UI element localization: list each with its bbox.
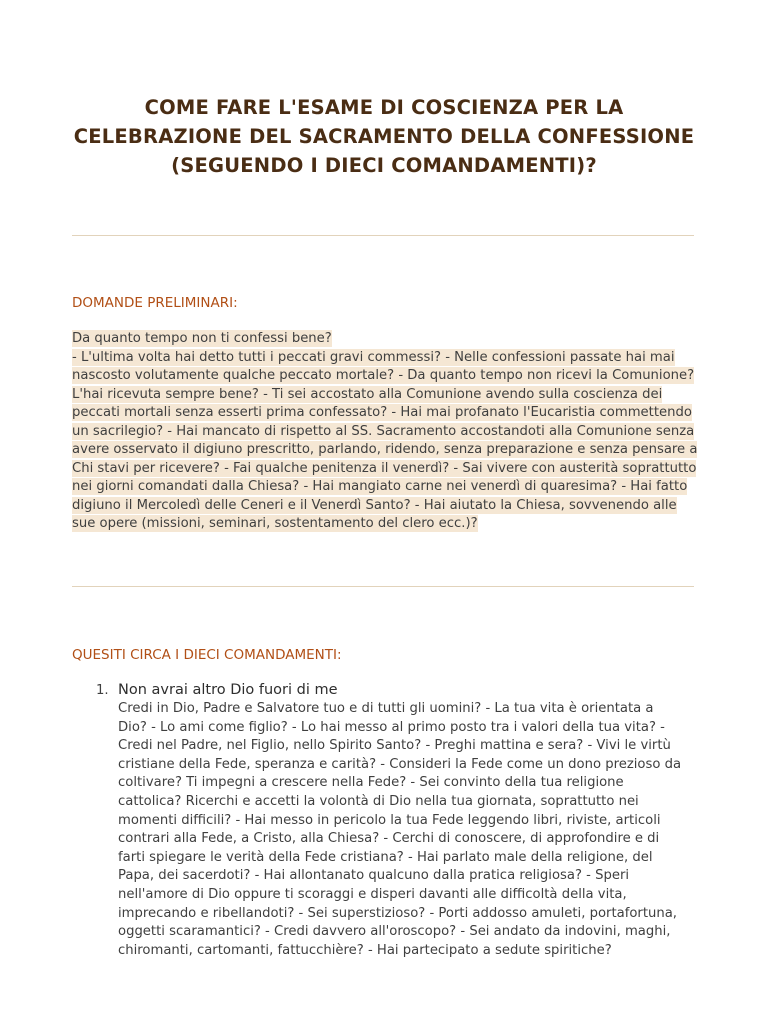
- page-title: COME FARE L'ESAME DI COSCIENZA PER LA CELEBRAZIONE DEL SACRAMENTO DELLA CONFESSIONE (SEGUENDO I DIECI COMANDAMENTI)?: [73, 96, 695, 177]
- divider: [72, 235, 694, 236]
- list-item-number: 1.: [96, 683, 109, 698]
- commandments-list: [72, 681, 706, 960]
- commandment-title: Non avrai altro Dio fuori di me: [118, 682, 338, 698]
- preliminary-questions: [72, 330, 702, 534]
- section-heading-preliminary: DOMANDE PRELIMINARI:: [72, 295, 238, 311]
- preliminary-questions-text: Da quanto tempo non ti confessi bene? - L'ultima volta hai detto tutti i peccati gravi commessi? - Nelle confessioni passate hai mai nascosto volutamente qualche peccato mortale? - Da quanto tempo non ricevi la Comunione? L'hai ricevuta sempre bene? - Ti sei accostato alla Comunione avendo sulla coscienza dei peccati mortali senza esserti prima confessato? - Hai mai profanato l'Eucaristia commettendo un sacrilegio? - Hai mancato di rispetto al SS. Sacramento accostandoti alla Comunione senza avere osservato il digiuno prescritto, parlando, ridendo, senza preparazione e senza pensare a Chi stavi per ricevere? - Fai qualche penitenza il venerdì? - Sai vivere con austerità soprattutto nei giorni comandati dalla Chiesa? - Hai mangiato carne nei venerdì di quaresima? - Hai fatto digiuno il Mercoledì delle Ceneri e il Venerdì Santo? - Hai aiutato la Chiesa, sovvenendo alle sue opere (missioni, seminari, sostentamento del clero ecc.)?: [72, 331, 698, 531]
- list-item: [72, 681, 706, 960]
- section-heading-commandments: QUESITI CIRCA I DIECI COMANDAMENTI:: [72, 647, 342, 663]
- divider: [72, 586, 694, 587]
- commandment-questions: Credi in Dio, Padre e Salvatore tuo e di tutti gli uomini? - La tua vita è orientata a Dio? - Lo ami come figlio? - Lo hai messo al primo posto tra i valori della tua vita? - Credi nel Padre, nel Figlio, nello Spirito Santo? - Preghi mattina e sera? - Vivi le virtù cristiane della Fede, speranza e carità? - Consideri la Fede come un dono prezioso da coltivare? Ti impegni a crescere nella Fede? - Sei convinto della tua religione cattolica? Ricerchi e accetti la volontà di Dio nella tua giornata, soprattutto nei momenti difficili? - Hai messo in pericolo la tua Fede leggendo libri, riviste, articoli contrari alla Fede, a Cristo, alla Chiesa? - Cerchi di conoscere, di approfondire e di farti spiegare le verità della Fede cristiana? - Hai parlato male della religione, del Papa, dei sacerdoti? - Hai allontanato qualcuno dalla pratica religiosa? - Speri nell'amore di Dio oppure ti scoraggi e disperi davanti alle difficoltà della vita, imprecando e ribellandoti? - Sei superstizioso? - Porti addosso amuleti, portafortuna, oggetti scaramantici? - Credi davvero all'oroscopo? - Sei andato da indovini, maghi, chiromanti, cartomanti, fattucchière? - Hai partecipato a sedute spiritiche?: [118, 701, 682, 958]
